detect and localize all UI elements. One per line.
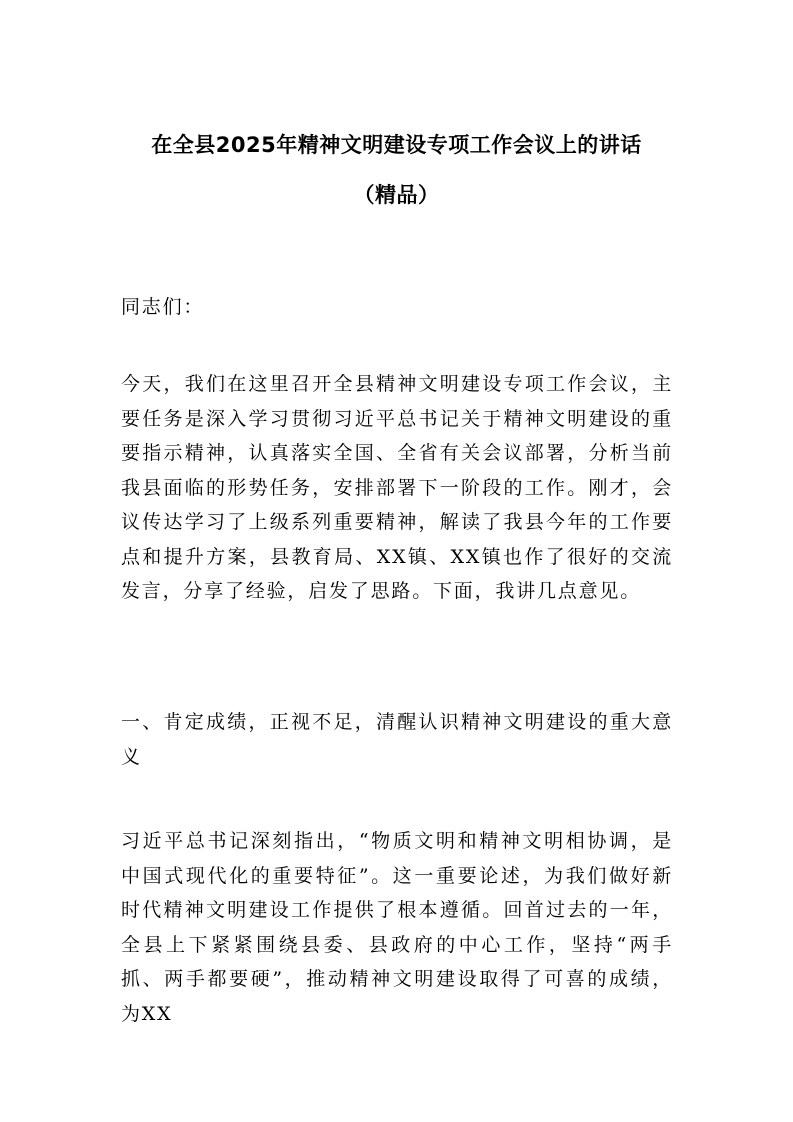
intro-paragraph: 今天，我们在这里召开全县精神文明建设专项工作会议，主要任务是深入学习贯彻习近平总书记关于精神文明建设的重要指示精神，认真落实全国、全省有关会议部署，分析当前我县面临的形势任务，安排部署下一阶段的工作。刚才，会议传达学习了上级系列重要精神，解读了我县今年的工作要点和提升方案，县教育局、XX镇、XX镇也作了很好的交流发言，分享了经验，启发了思路。下面，我讲几点意见。 [121, 373, 673, 602]
section-1-paragraph: 习近平总书记深刻指出，“物质文明和精神文明相协调，是中国式现代化的重要特征”。这一重要论述，为我们做好新时代精神文明建设工作提供了根本遵循。回首过去的一年，全县上下紧紧围绕县委、县政府的中心工作，坚持“两手抓、两手都要硬”，推动精神文明建设取得了可喜的成绩，为XX [121, 830, 673, 1025]
document-title: 在全县2025年精神文明建设专项工作会议上的讲话 [151, 133, 642, 157]
greeting: 同志们： [121, 296, 205, 318]
section-heading-1: 一、肯定成绩，正视不足，清醒认识精神文明建设的重大意义 [121, 711, 673, 768]
document-subtitle: （精品） [353, 183, 440, 207]
